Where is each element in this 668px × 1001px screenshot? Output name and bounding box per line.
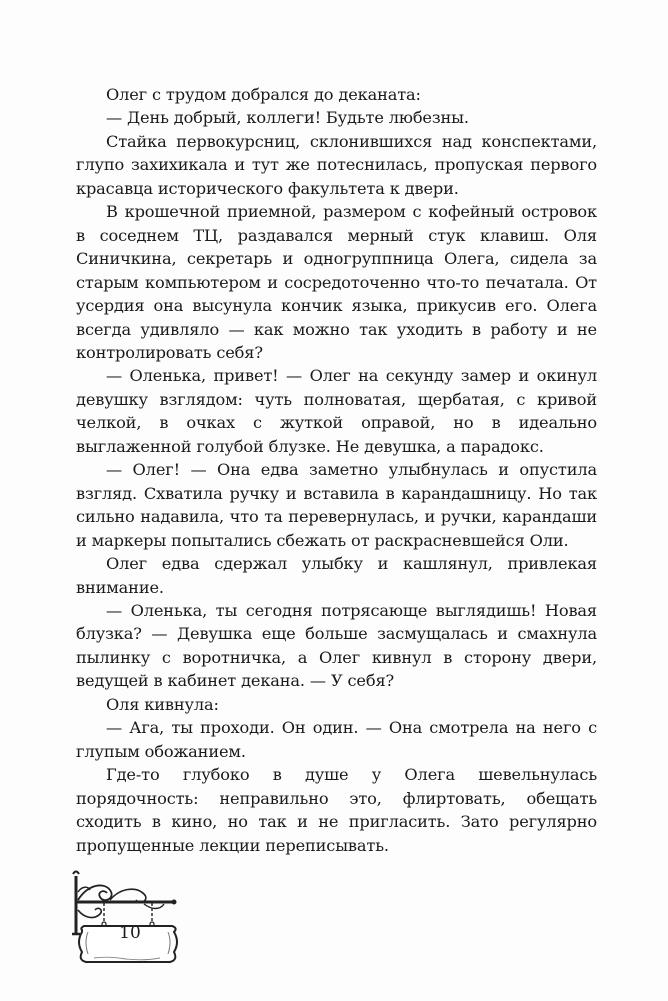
paragraph-7: Олег едва сдержал улыбку и кашлянул, привлекая внимание.	[76, 554, 597, 597]
body-text	[76, 83, 597, 857]
paragraph-2: — День добрый, коллеги! Будьте любезны.	[106, 108, 469, 128]
paragraph-1: Олег с трудом добрался до деканата:	[106, 85, 421, 104]
paragraph-9: Оля кивнула:	[106, 694, 219, 714]
paragraph-11: Где-то глубоко в душе у Олега шевельнулась порядочность: неправильно это, флиртовать, обещать сходить в кино, но так и не пригласить. Зато регулярно пропущенные лекции переписывать.	[76, 765, 597, 855]
paragraph-10: — Ага, ты проходи. Он один. — Она смотрела на него с глупым обожанием.	[76, 718, 597, 761]
page-number: 10	[119, 923, 141, 943]
paragraph-5: — Оленька, привет! — Олег на секунду замер и окинул девушку взглядом: чуть полноватая, щербатая, с кривой челкой, в очках с жуткой оправой, но в идеально выглаженной голубой блузке. Не девушка, а парадокс.	[76, 366, 597, 456]
paragraph-6: — Олег! — Она едва заметно улыбнулась и опустила взгляд. Схватила ручку и вставила в карандашницу. Но так сильно надавила, что та перевернулась, и ручки, карандаши и маркеры попытались сбежать от раскрасневшейся Оли.	[76, 460, 597, 550]
paragraph-4: В крошечной приемной, размером с кофейный островок в соседнем ТЦ, раздавался мерный стук клавиш. Оля Синичкина, секретарь и одногруппница Олега, сидела за старым компьютером и сосредоточенно что-то печатала. От усердия она высунула кончик языка, прикусив его. Олега всегда удивляло — как можно так уходить в работу и не контролировать себя?	[76, 202, 597, 362]
paragraph-8: — Оленька, ты сегодня потрясающе выглядишь! Новая блузка? — Девушка еще больше засмущалась и смахнула пылинку с воротничка, а Олег кивнул в сторону двери, ведущей в кабинет декана. — У себя?	[76, 600, 597, 691]
paragraph-3: Стайка первокурсниц, склонившихся над конспектами, глупо захихикала и тут же потеснилась, пропуская первого красавца исторического факультета к двери.	[76, 131, 597, 198]
